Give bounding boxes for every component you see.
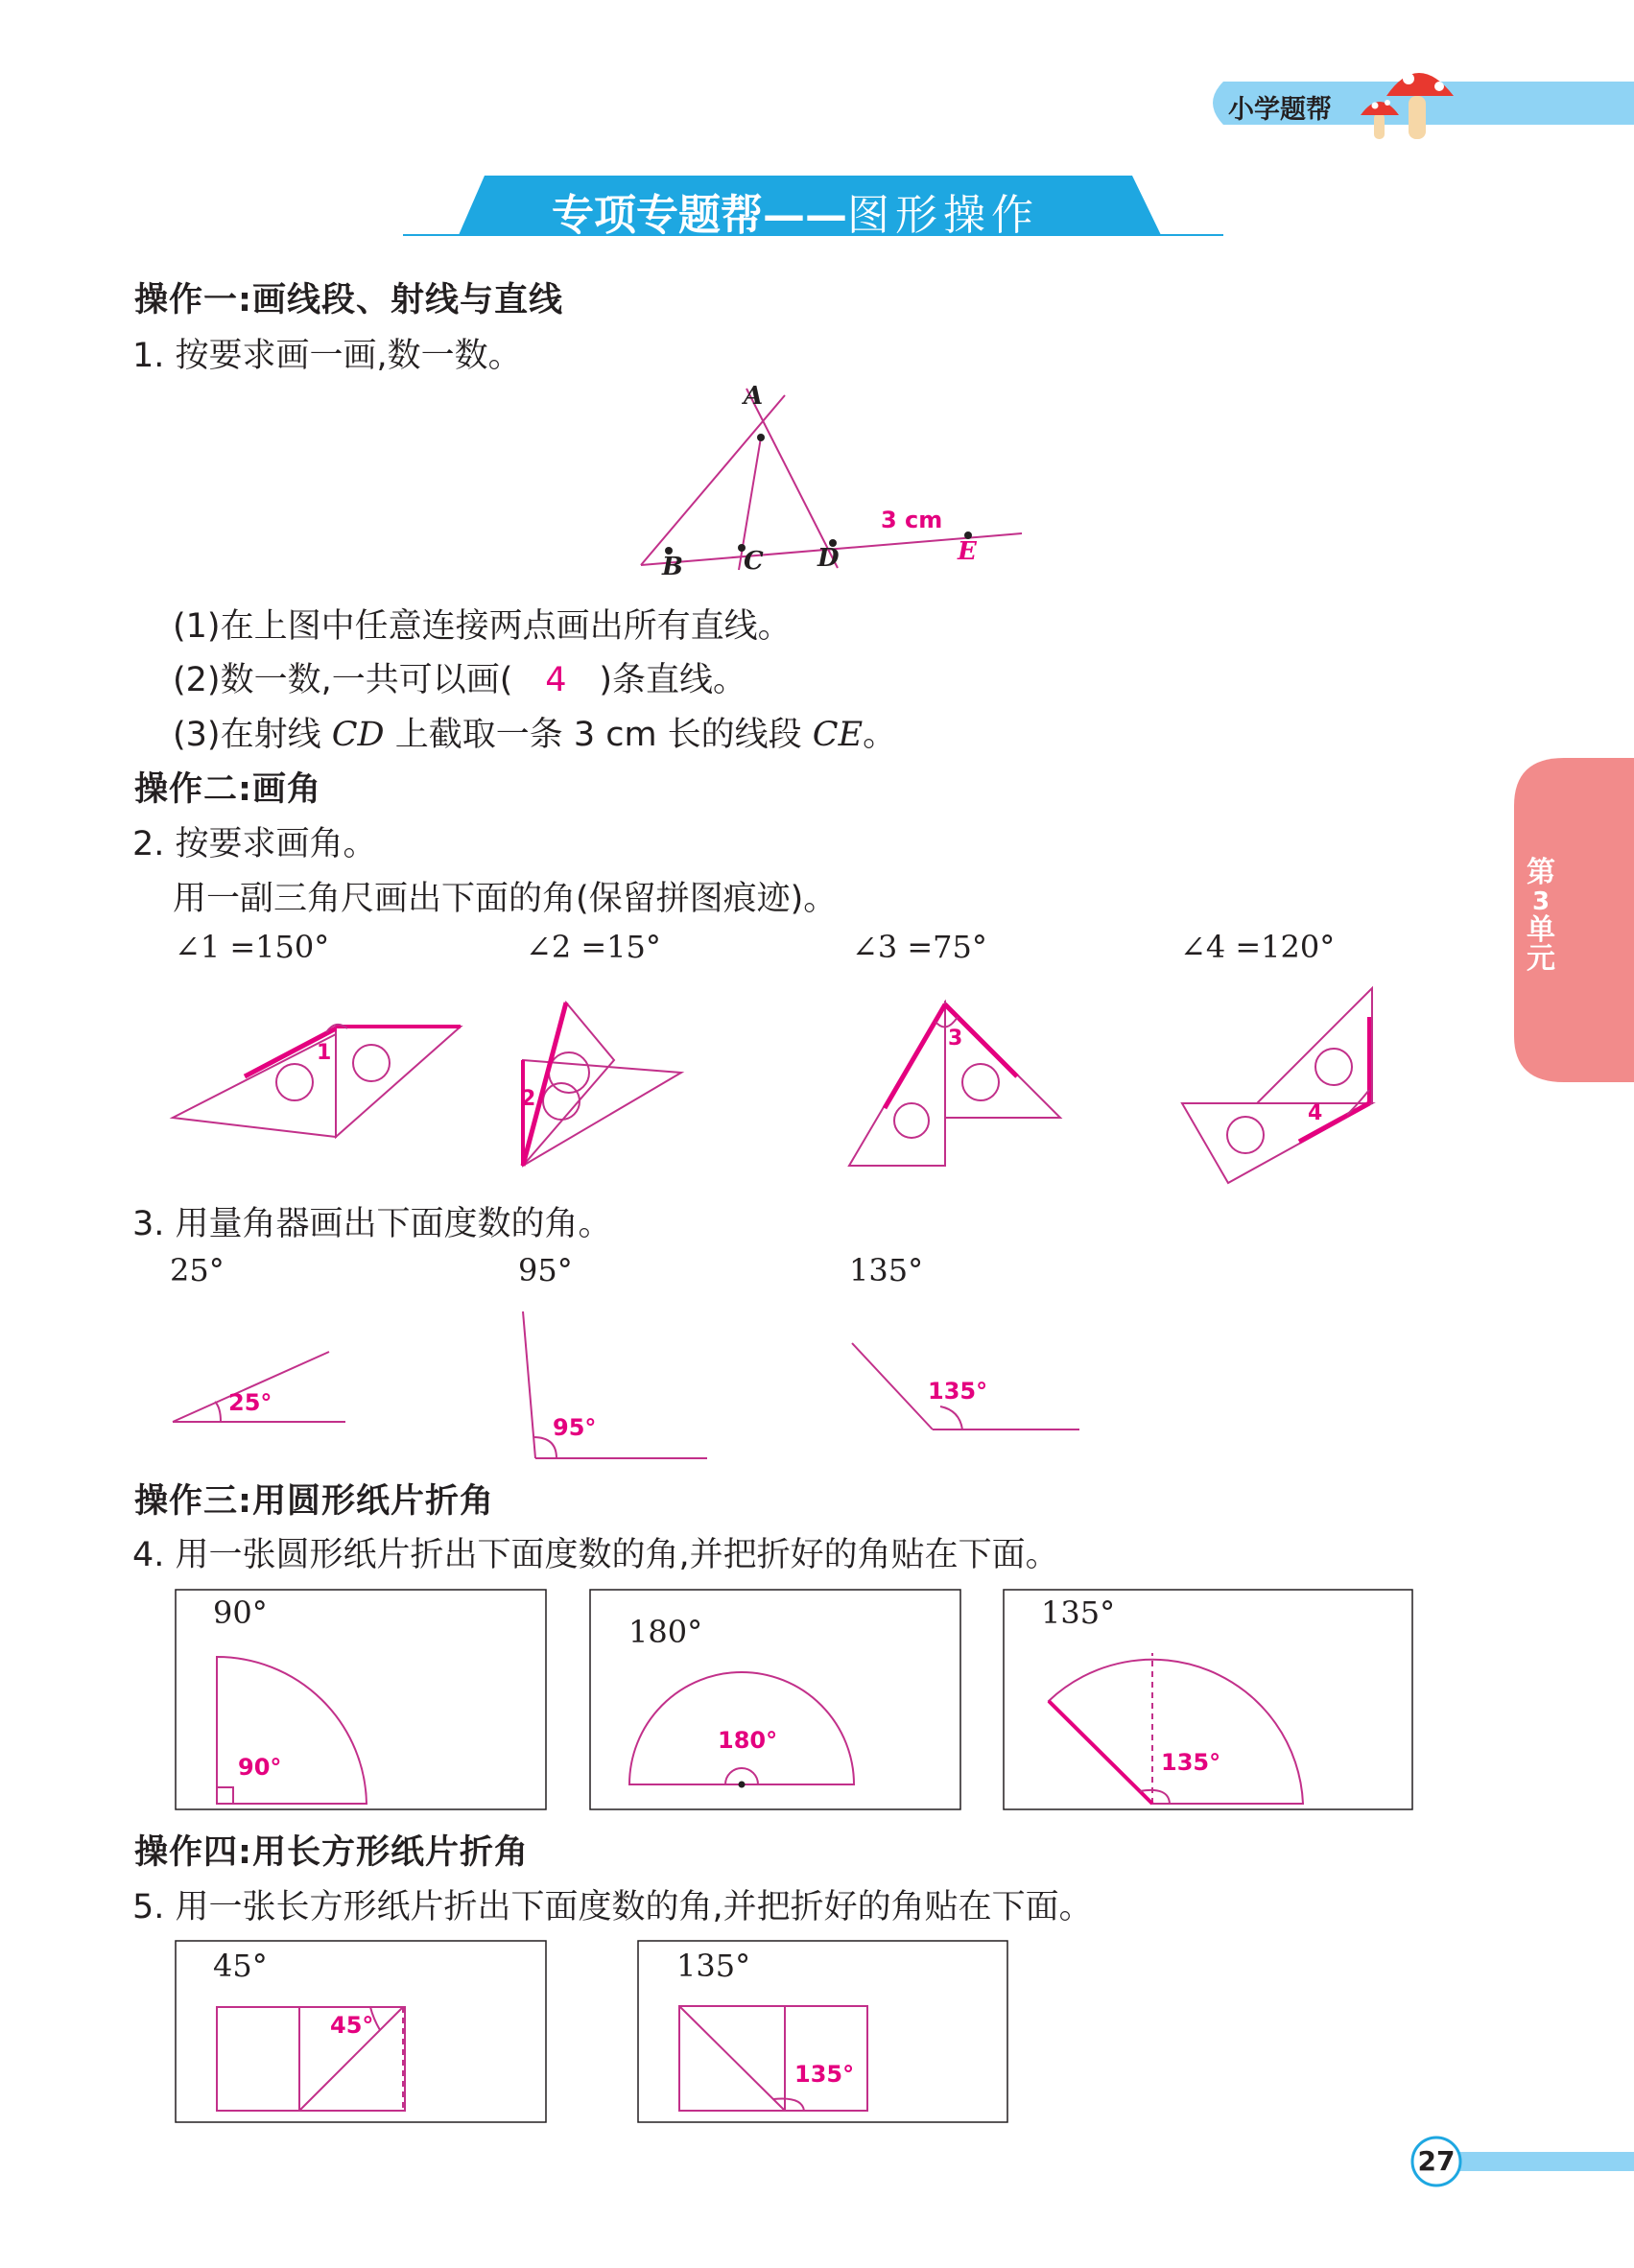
section-3-title: 操作三:用圆形纸片折角 — [134, 1482, 494, 1521]
point-e-label: E — [958, 537, 977, 566]
point-d-label: D — [817, 544, 840, 573]
q4-shape-135 — [1049, 1653, 1303, 1804]
q3-angle-3-label: 135° — [849, 1252, 924, 1288]
q1-part-3-ce: CE — [812, 716, 864, 754]
q2-mark-2: 2 — [521, 1087, 536, 1111]
q5-mark-1: 45° — [330, 2012, 374, 2039]
q2-mark-1: 1 — [317, 1041, 332, 1065]
q3-angle-2-label: 95° — [518, 1252, 573, 1288]
point-a-label: A — [744, 382, 764, 411]
q2-figure-2 — [523, 1003, 681, 1166]
q4-mark-3: 135° — [1161, 1749, 1221, 1776]
q4-box-2-label: 180° — [628, 1614, 703, 1650]
q3-mark-3: 135° — [928, 1378, 988, 1405]
q2-mark-4: 4 — [1308, 1101, 1323, 1125]
q1-part-3-cd: CD — [331, 716, 385, 754]
q5-box-2-label: 135° — [676, 1948, 751, 1984]
q3-angle-1-label: 25° — [170, 1252, 225, 1288]
point-c-label: C — [744, 547, 764, 576]
unit-tab-char-3: 元 — [1527, 942, 1555, 976]
q3-mark-1: 25° — [228, 1389, 272, 1416]
q2-angle-1: ∠1 =150° — [175, 929, 330, 965]
q4-mark-1: 90° — [238, 1754, 282, 1781]
q2-figure-4 — [1182, 988, 1372, 1183]
q4-mark-2: 180° — [718, 1727, 778, 1754]
page-number: 27 — [1417, 2145, 1456, 2177]
q1-part-3 — [173, 708, 896, 756]
q2-angle-3: ∠3 =75° — [852, 929, 987, 965]
title-main: 专项专题帮 — [552, 191, 763, 240]
unit-tab-char-2: 单 — [1527, 913, 1555, 947]
q5-shape-135 — [679, 2006, 867, 2111]
unit-tab-char-1: 第 — [1527, 856, 1555, 889]
q5-mark-2: 135° — [794, 2061, 855, 2088]
q1-part-3-pre: (3)在射线 — [173, 716, 332, 754]
q1-part-2 — [173, 653, 746, 701]
q4-box-3-label: 135° — [1041, 1595, 1116, 1631]
length-label: 3 cm — [881, 507, 943, 533]
point-b-label: B — [662, 553, 683, 581]
q2-mark-3: 3 — [948, 1027, 963, 1051]
q5-box-1-label: 45° — [213, 1948, 268, 1984]
section-4-title: 操作四:用长方形纸片折角 — [134, 1833, 529, 1872]
q2-angle-2: ∠2 =15° — [526, 929, 661, 965]
q2-instruction: 用一副三角尺画出下面的角(保留拼图痕迹)。 — [173, 880, 838, 918]
q1-part-2-pre: (2)数一数,一共可以画( — [173, 661, 513, 699]
q1-part-1: (1)在上图中任意连接两点画出所有直线。 — [173, 607, 792, 646]
q5-shape-45 — [217, 2007, 405, 2111]
q2-stem: 2. 按要求画角。 — [132, 825, 377, 863]
page-title — [552, 180, 1039, 242]
section-2-title: 操作二:画角 — [134, 770, 321, 809]
q3-mark-2: 95° — [553, 1414, 597, 1441]
q1-stem: 1. 按要求画一画,数一数。 — [132, 337, 522, 375]
unit-tab-label — [1526, 856, 1556, 976]
brand-label: 小学题帮 — [1228, 95, 1332, 125]
title-sep: —— — [763, 191, 847, 240]
q1-part-3-end: 。 — [863, 716, 897, 754]
q3-angle-95 — [523, 1311, 707, 1458]
q3-stem: 3. 用量角器画出下面度数的角。 — [132, 1205, 612, 1243]
q1-part-2-post: )条直线。 — [599, 661, 747, 699]
q1-part-3-mid: 上截取一条 3 cm 长的线段 — [384, 716, 813, 754]
q5-stem: 5. 用一张长方形纸片折出下面度数的角,并把折好的角贴在下面。 — [132, 1888, 1093, 1926]
q2-angle-4: ∠4 =120° — [1180, 929, 1336, 965]
q4-shape-90 — [217, 1657, 367, 1804]
section-1-title: 操作一:画线段、射线与直线 — [134, 281, 563, 319]
q4-box-1-label: 90° — [213, 1595, 268, 1631]
q1-answer: 4 — [545, 661, 567, 699]
q4-stem: 4. 用一张圆形纸片折出下面度数的角,并把折好的角贴在下面。 — [132, 1536, 1059, 1574]
title-sub: 图形操作 — [847, 191, 1039, 240]
unit-tab-number: 3 — [1531, 887, 1551, 916]
